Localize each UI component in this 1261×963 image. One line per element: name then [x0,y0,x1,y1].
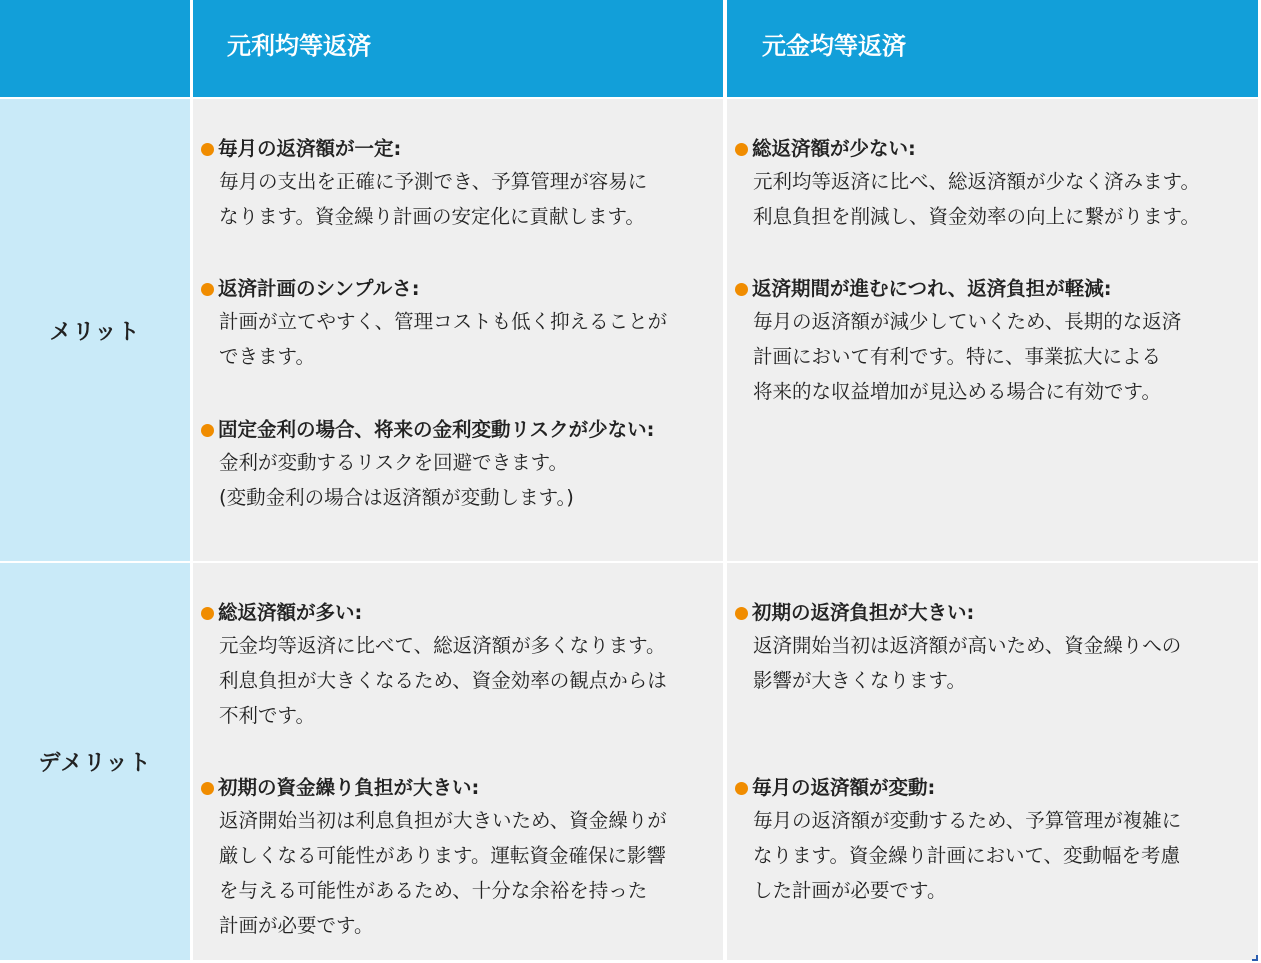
list-item [201,274,719,374]
item-title: 初期の返済負担が大きい: [752,601,975,624]
bullet-dot-icon [735,782,748,795]
bullet-dot-icon [735,143,748,156]
item-text: 影響が大きくなります。 [753,669,966,692]
bullet-dot-icon [735,283,748,296]
item-text: した計画が必要です。 [753,879,947,902]
item-text: 返済開始当初は利息負担が大きいため、資金繰りが [219,809,667,832]
item-text: なります。資金繰り計画の安定化に貢献します。 [219,205,645,228]
item-text: 計画が必要です。 [219,914,374,937]
bullet-dot-icon [201,424,214,437]
list-item [735,134,1254,234]
bullet-dot-icon [201,607,214,620]
item-title: 総返済額が少ない: [752,137,916,160]
item-text: 毎月の支出を正確に予測でき、予算管理が容易に [219,170,648,193]
list-item [201,134,719,234]
item-text: 返済開始当初は返済額が高いため、資金繰りへの [753,634,1182,657]
row-label-merit: メリット [49,319,141,345]
item-text: 毎月の返済額が変動するため、予算管理が複雑に [753,809,1182,832]
item-text: 計画において有利です。特に、事業拡大による [753,345,1161,368]
column-title-equal-payment: 元利均等返済 [227,32,371,60]
list-item [735,598,1254,698]
item-text: なります。資金繰り計画において、変動幅を考慮 [753,844,1181,867]
merit-equal-principal-cell [727,99,1258,561]
item-title: 返済期間が進むにつれ、返済負担が軽減: [752,277,1112,300]
item-text: 利息負担を削減し、資金効率の向上に繋がります。 [753,205,1200,228]
row-label-demerit: デメリット [38,751,152,776]
item-text: を与える可能性があるため、十分な余裕を持った [219,879,648,902]
resize-corner-icon [1252,955,1258,961]
bullet-dot-icon [201,283,214,296]
header-equal-payment [193,0,723,97]
item-title: 返済計画のシンプルさ: [218,277,420,300]
item-text: 将来的な収益増加が見込める場合に有効です。 [753,380,1161,403]
item-text: 不利です。 [219,704,315,727]
item-text: 厳しくなる可能性があります。運転資金確保に影響 [219,844,666,867]
item-text: 元金均等返済に比べて、総返済額が多くなります。 [219,634,666,657]
list-item [201,415,719,515]
header-equal-principal [727,0,1258,97]
bullet-dot-icon [735,607,748,620]
demerit-equal-principal-cell [727,563,1258,960]
header-corner-cell [0,0,190,97]
bullet-dot-icon [201,143,214,156]
item-title: 毎月の返済額が一定: [218,137,402,160]
item-text: 利息負担が大きくなるため、資金効率の観点からは [219,669,667,692]
item-title: 初期の資金繰り負担が大きい: [218,776,480,799]
item-title: 総返済額が多い: [218,601,363,624]
item-text: (変動金利の場合は返済額が変動します。) [219,486,574,509]
list-item [735,773,1254,908]
list-item [735,274,1254,409]
row-label-demerit-cell [0,563,190,960]
list-item [201,773,719,943]
item-text: 元利均等返済に比べ、総返済額が少なく済みます。 [753,170,1200,193]
merit-equal-payment-cell [193,99,723,561]
item-text: 計画が立てやすく、管理コストも低く抑えることが [219,310,668,333]
list-item [201,598,719,733]
row-label-merit-cell [0,99,190,561]
item-text: 金利が変動するリスクを回避できます。 [219,451,569,474]
item-title: 毎月の返済額が変動: [752,776,936,799]
item-text: 毎月の返済額が減少していくため、長期的な返済 [753,310,1182,333]
demerit-equal-payment-cell [193,563,723,960]
item-title: 固定金利の場合、将来の金利変動リスクが少ない: [218,418,655,441]
column-title-equal-principal: 元金均等返済 [762,32,906,60]
bullet-dot-icon [201,782,214,795]
item-text: できます。 [219,345,315,368]
